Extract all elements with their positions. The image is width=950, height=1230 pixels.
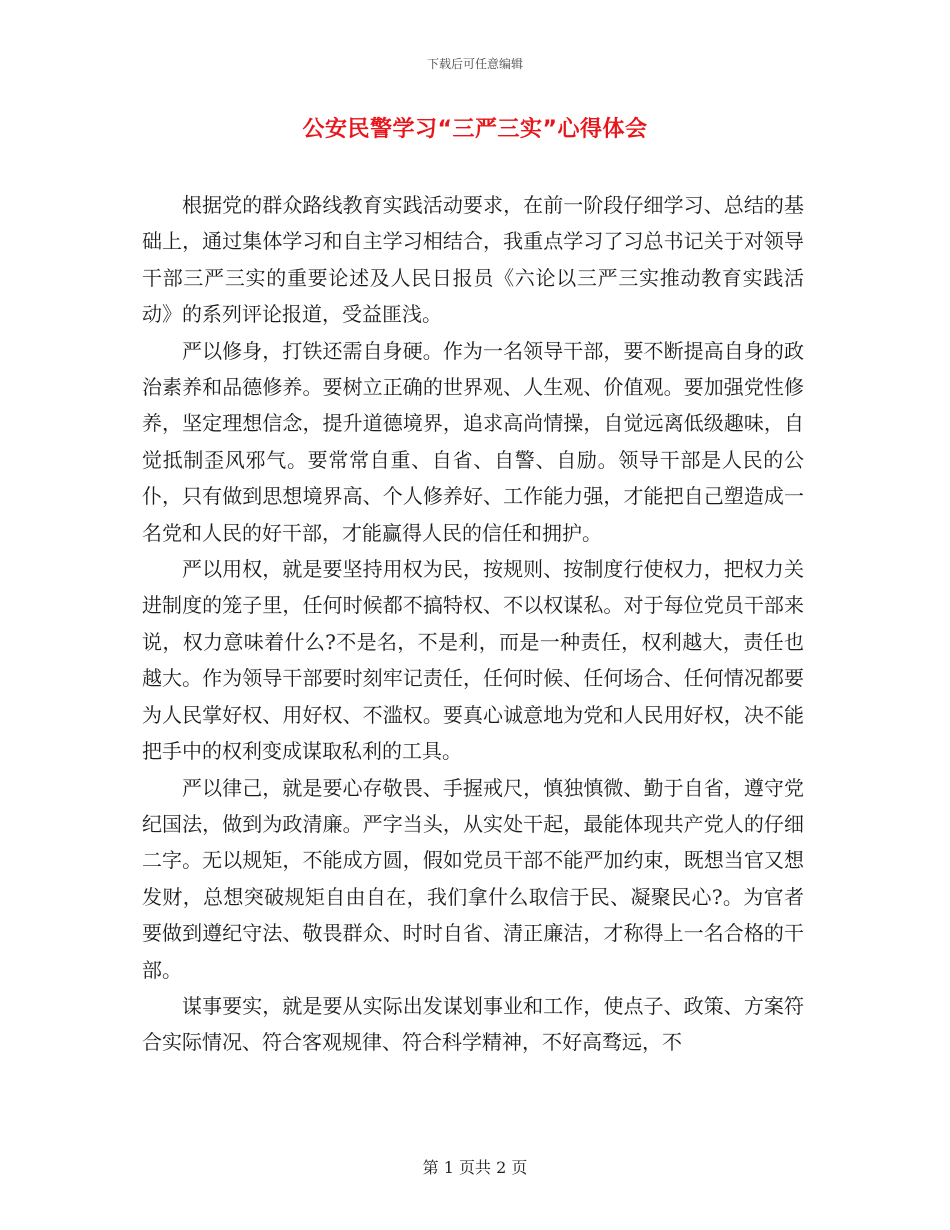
- document-title: 公安民警学习“三严三实”心得体会: [302, 117, 648, 142]
- paragraph-use-of-power: 严以用权，就是要坚持用权为民，按规则、按制度行使权力，把权力关进制度的笼子里，任何时候都不搞特权、不以权谋私。对于每位党员干部来说，权力意味着什么?不是名，不是利，而是一种责任，权利越大，责任也越大。作为领导干部要时刻牢记责任，任何时候、任何场合、任何情况都要为人民掌好权、用好权、不滥权。要真心诚意地为党和人民用好权，决不能把手中的权利变成谋取私利的工具。: [142, 557, 804, 764]
- document-body: [142, 187, 804, 1061]
- header-note: 下载后可任意编辑: [426, 57, 523, 71]
- paragraph-self-cultivation: 严以修身，打铁还需自身硬。作为一名领导干部，要不断提高自身的政治素养和品德修养。要树立正确的世界观、人生观、价值观。要加强党性修养，坚定理想信念，提升道德境界，追求高尚情操，自觉远离低级趣味，自觉抵制歪风邪气。要常常自重、自省、自警、自励。领导干部是人民的公仆，只有做到思想境界高、个人修养好、工作能力强，才能把自己塑造成一名党和人民的好干部，才能赢得人民的信任和拥护。: [142, 338, 804, 545]
- page-number: 第 1 页共 2 页: [422, 1158, 528, 1177]
- paragraph-self-discipline: 严以律己，就是要心存敬畏、手握戒尺，慎独慎微、勤于自省，遵守党纪国法，做到为政清廉。严字当头，从实处干起，最能体现共产党人的仔细二字。无以规矩，不能成方圆，假如党员干部不能严加约束，既想当官又想发财，总想突破规矩自由自在，我们拿什么取信于民、凝聚民心?。为官者要做到遵纪守法、敬畏群众、时时自省、清正廉洁，才称得上一名合格的干部。: [142, 775, 804, 982]
- paragraph-intro: 根据党的群众路线教育实践活动要求，在前一阶段仔细学习、总结的基础上，通过集体学习和自主学习相结合，我重点学习了习总书记关于对领导干部三严三实的重要论述及人民日报员《六论以三严三实推动教育实践活动》的系列评论报道，受益匪浅。: [142, 193, 804, 327]
- paragraph-practical-planning: 谋事要实，就是要从实际出发谋划事业和工作，使点子、政策、方案符合实际情况、符合客观规律、符合科学精神，不好高骛远，不: [142, 993, 804, 1055]
